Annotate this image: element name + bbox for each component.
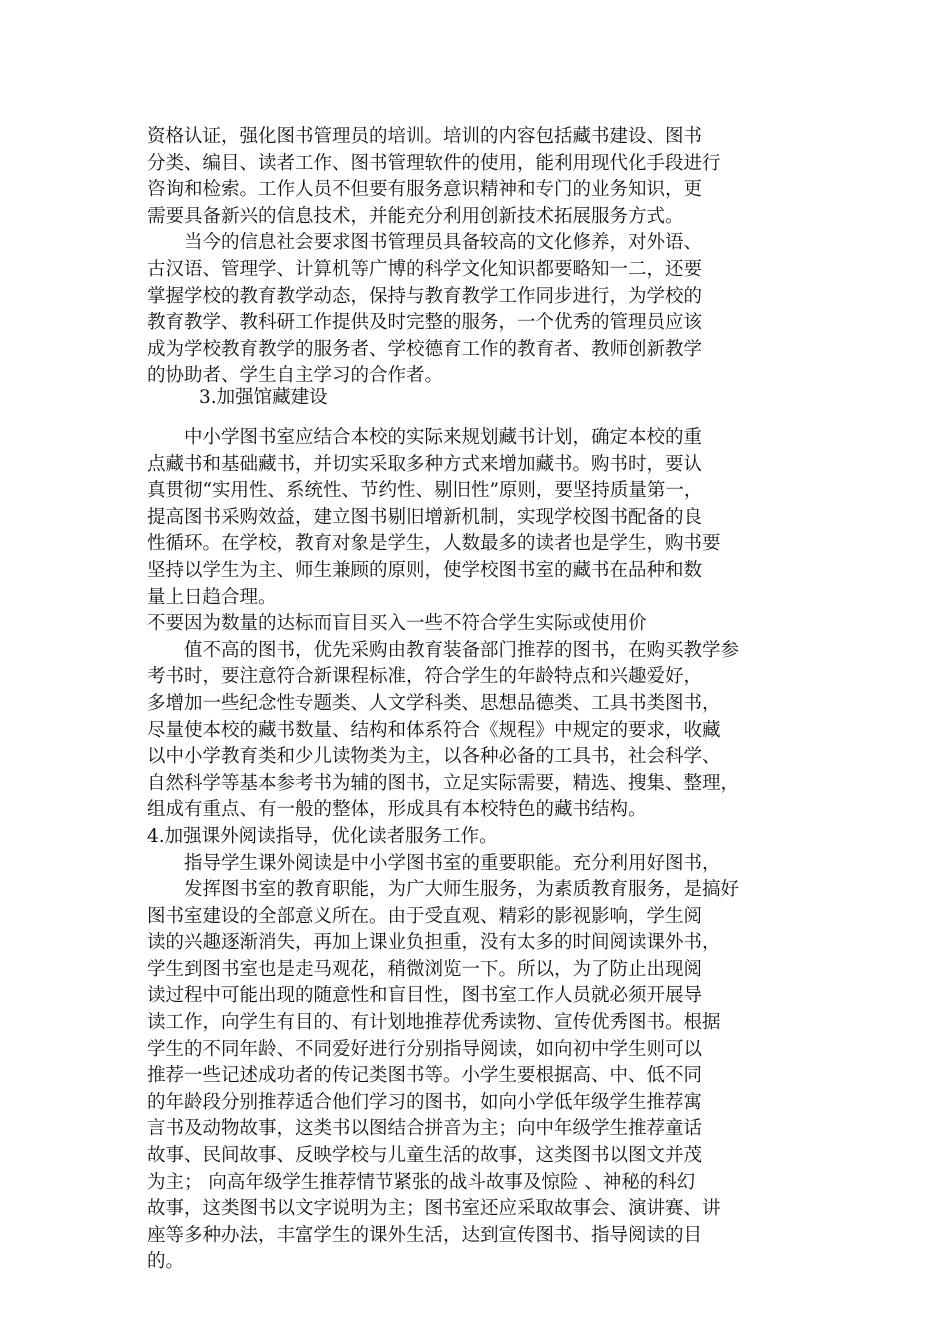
text-line: 的协助者、学生自主学习的合作者。 — [147, 365, 444, 387]
section-heading-3 — [147, 385, 811, 412]
text-line: 故事、民间故事、反映学校与儿童生活的故事，这类图书以图文并茂 — [147, 1145, 703, 1167]
section-heading: 指导学生课外阅读是中小学图书室的重要职能。充分利用好图书， — [184, 852, 721, 874]
body-section-1 — [147, 124, 811, 390]
text-line: 图书室建设的全部意义所在。由于受直观、精彩的影视影响，学生阅 — [147, 905, 703, 927]
section-heading: 3.加强馆藏建设 — [199, 387, 328, 408]
text-line: 学生的不同年龄、不同爱好进行分别指导阅读，如向初中学生则可以 — [147, 1038, 703, 1060]
body-section-2 — [147, 425, 811, 1303]
text-line: 资格认证，强化图书管理员的培训。培训的内容包括藏书建设、图书 — [147, 126, 703, 147]
text-line: 量上日趋合理。 — [147, 586, 277, 608]
text-line: 4.加强课外阅读指导，优化读者服务工作。 — [147, 825, 498, 847]
text-line: 多增加一些纪念性专题类、人文学科类、思想品德类、工具书类图书， — [147, 692, 721, 714]
text-line: 读过程中可能出现的随意性和盲目性，图书室工作人员就必须开展导 — [147, 985, 703, 1007]
text-line: 以中小学教育类和少儿读物类为主，以各种必备的工具书，社会科学、 — [147, 746, 721, 768]
text-line: 读的兴趣逐渐消失，再加上课业负担重，没有太多的时间阅读课外书， — [147, 932, 721, 954]
paragraph-first-line: 发挥图书室的教育职能，为广大师生服务，为素质教育服务，是搞好 — [184, 879, 740, 901]
text-line: 不要因为数量的达标而盲目买入一些不符合学生实际或使用价 — [147, 613, 647, 635]
paragraph-first-line: 当今的信息社会要求图书管理员具备较高的文化修养，对外语、 — [184, 232, 703, 254]
text-line: 学生到图书室也是走马观花，稍微浏览一下。所以，为了防止出现阅 — [147, 958, 703, 980]
paragraph-first-line: 值不高的图书，优先采购由教育装备部门推荐的图书，在购买教学参 — [184, 639, 740, 661]
text-line — [147, 1276, 811, 1303]
paragraph-first-line: 中小学图书室应结合本校的实际来规划藏书计划，确定本校的重 — [184, 427, 703, 448]
text-line: 需要具备新兴的信息技术，并能充分利用创新技术拓展服务方式。 — [147, 205, 684, 227]
text-line: 古汉语、管理学、计算机等广博的科学文化知识都要略知一二，还要 — [147, 258, 703, 280]
text-line: 性循环。在学校，教育对象是学生，人数最多的读者也是学生，购书要 — [147, 533, 721, 555]
text-line: 点藏书和基础藏书，并切实采取多种方式来增加藏书。购书时，要认 — [147, 453, 703, 475]
text-line: 故事，这类图书以文字说明为主；图书室还应采取故事会、演讲赛、讲 — [147, 1198, 721, 1220]
text-line: 咨询和检索。工作人员不但要有服务意识精神和专门的业务知识，更 — [147, 179, 703, 201]
text-line: 推荐一些记述成功者的传记类图书等。小学生要根据高、中、低不同 — [147, 1065, 703, 1087]
text-line: 的年龄段分别推荐适合他们学习的图书，如向小学低年级学生推荐寓 — [147, 1091, 703, 1113]
text-line: 掌握学校的教育教学动态，保持与教育教学工作同步进行，为学校的 — [147, 285, 703, 307]
text-line: 组成有重点、有一般的整体，形成具有本校特色的藏书结构。 — [147, 799, 647, 821]
text-line: 座等多种办法，丰富学生的课外生活，达到宣传图书、指导阅读的目 — [147, 1224, 703, 1246]
text-line: 成为学校教育教学的服务者、学校德育工作的教育者、教师创新教学 — [147, 338, 703, 360]
text-line: 考书时，要注意符合新课程标准，符合学生的年龄特点和兴趣爱好， — [147, 666, 703, 688]
text-line: 读工作，向学生有目的、有计划地推荐优秀读物、宣传优秀图书。根据 — [147, 1012, 721, 1034]
text-line: 教育教学、教科研工作提供及时完整的服务，一个优秀的管理员应该 — [147, 312, 703, 334]
text-line: 真贯彻“实用性、系统性、节约性、剔旧性”原则，要坚持质量第一， — [147, 480, 703, 502]
text-line: 的。 — [147, 1251, 185, 1273]
text-line: 自然科学等基本参考书为辅的图书，立足实际需要，精选、搜集、整理， — [147, 772, 740, 794]
text-line: 坚持以学生为主、师生兼顾的原则，使学校图书室的藏书在品种和数 — [147, 559, 703, 581]
text-line: 为主； 向高年级学生推荐情节紧张的战斗故事及惊险 、神秘的科幻 — [147, 1171, 696, 1193]
text-line: 尽量使本校的藏书数量、结构和体系符合《规程》中规定的要求，收藏 — [147, 719, 721, 741]
text-line: 分类、编目、读者工作、图书管理软件的使用，能利用现代化手段进行 — [147, 152, 721, 174]
text-line: 提高图书采购效益，建立图书剔旧增新机制，实现学校图书配备的良 — [147, 506, 703, 528]
text-line: 言书及动物故事，这类书以图结合拼音为主；向中年级学生推荐童话 — [147, 1118, 703, 1140]
